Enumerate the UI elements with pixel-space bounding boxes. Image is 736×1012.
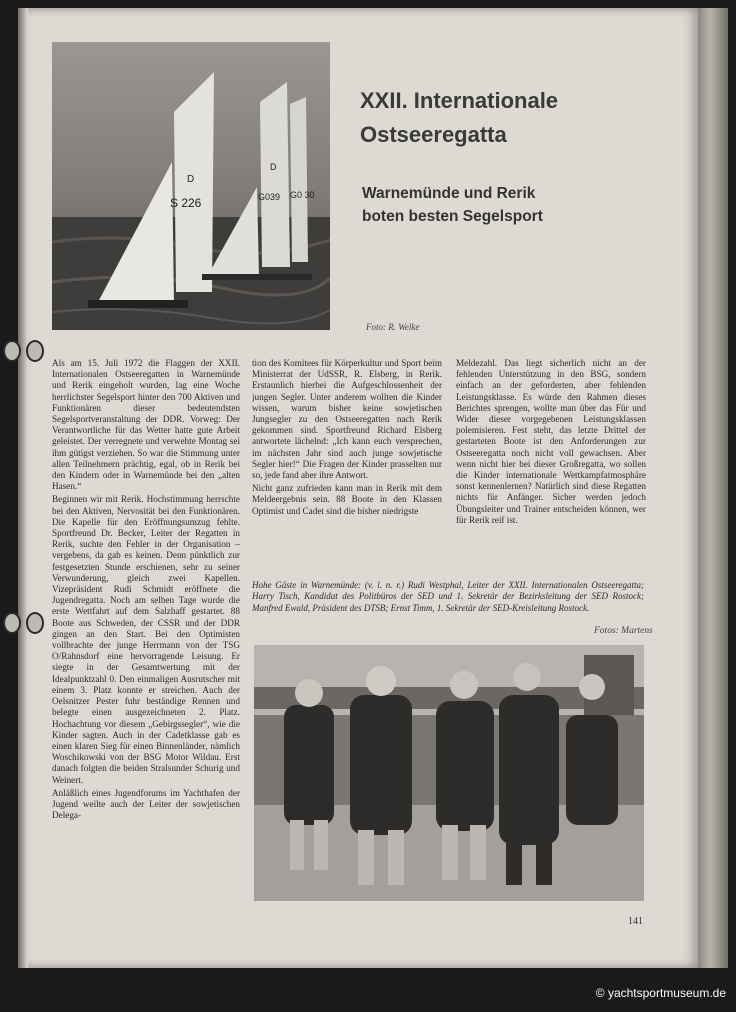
caption-text: Hohe Gäste in Warnemünde: (v. l. n. r.) Rudi Westphal, Leiter der XXII. Internationalen Ostseeregatta; Harry Tisch, Kandidat des Politbüros der SED und 1. Sekretär der Bezirksleitung der SED Rostock; Manfred Ewald, Präsident des DTSB; Ernst Timm, 1. Sekretär der SED-Kreisleitung Rostock. [252,580,644,613]
watermark: © yachtsportmuseum.de [595,986,726,1000]
paragraph: Als am 15. Juli 1972 die Flaggen der XXII. Internationalen Ostseeregatten in Warnemünde und Rerik eingeholt wurden, lag eine Woche herrlichster Segelsport hinter den 700 Aktiven und Funktionären dieser bedeutendsten Segelsportveranstaltung der DDR. Vorweg: Der Verantwortliche für das Wetter hatte gute Arbeit geleistet. Der verregnete und verwehte Montag sei ihm gütigst verziehen. So war die Stimmung unter allen Teilnehmern prächtig, egal, ob in Rerik bei den Kindern oder in Warnemünde bei den „alten Hasen.“ [52,358,240,492]
binder-hole [26,612,44,634]
photo-credit: Fotos: Martens [594,626,653,636]
group-photo [254,645,644,901]
sail-letter: D [187,174,195,185]
title-line: XXII. Internationale [360,88,559,113]
sail-number: S 226 [170,196,202,210]
subtitle-line: boten besten Segelsport [362,208,543,225]
text-column-3 [456,358,646,574]
text-column-1 [52,358,240,910]
sailing-photo [52,42,330,330]
text-column-2 [252,358,442,574]
page-edge-stack [698,8,728,968]
page-gutter [18,8,28,968]
sail-number: G039 [258,192,281,202]
title-line: Ostseeregatta [360,122,507,147]
paragraph: Anläßlich eines Jugendforums im Yachthafen der Jugend weilte auch der Leiter der sowjetischen Delega- [52,787,240,821]
sail-letter: D [270,162,277,172]
subtitle-line: Warnemünde und Rerik [362,185,536,202]
binder-hole [26,340,44,362]
article-title [360,84,680,152]
photo-caption [252,580,644,614]
paragraph: tion des Komitees für Körperkultur und Sport beim Ministerrat der UdSSR, R. Elsberg, in Rerik. Erstaunlich hierbei die Aufgeschlossenheit der jungen Segler. Unter anderem wollten die Kinder wissen, warum bisher keine sowjetischen Jungsegler zu den Ostseeregatten nach Rerik gekommen sind. Sportfreund Richard Elsberg antwortete lächelnd: „Ich kann euch versprechen, im nächsten Jahr sind auch junge sowjetische Segler hier!“ Die Fragen der Kinder prasselten nur so, jede fand aber ihre Antwort. [252,358,442,481]
binder-hole [3,340,21,362]
paragraph: Meldezahl. Das liegt sicherlich nicht an der fehlenden Unterstützung in den BSG, sondern einfach an der geforderten, aber fehlenden Leistungsklasse. Es würde den Rahmen dieses Berichtes sprengen, wollte man über das Für und Wider dieser vorgegebenen Leistungsklassen polemisieren. Fest steht, das letzte Drittel der gestarteten Boote ist den Anforderungen zur Ostseeregatta noch nicht voll gewachsen. Aber wenn nicht hier bei dieser Großregatta, wo sollen die Kinder internationale Wettkampfatmosphäre sonst kennenlernen? Natürlich sind diese Regatten nichts für Anfänger. Sicher werden jedoch Übungsleiter und Trainer entscheiden können, wer für Rerik reif ist. [456,358,646,525]
page-number: 141 [628,916,643,927]
photo-credit: Foto: R. Welke [366,322,420,332]
paragraph: Nicht ganz zufrieden kann man in Rerik mit dem Meldeergebnis sein. 88 Boote in den Klassen Optimist und Cadet sind die bisher niedrigste [252,483,442,516]
paragraph: Beginnen wir mit Rerik. Hochstimmung herrschte bei den Aktiven, Nervosität bei den Funktionären. Die Kapelle für den Eröffnungsumzug fehlte. Sportfreund Dr. Becker, Leiter der Regatten in Rerik, suchte den Fehler in der Organisation – vergebens, da gab es keinen. Denn pünktlich zur festgesetzten Stunde erschienen, sehr zu seiner Verwunderung, gleich zwei Kapellen. Vizepräsident Rudi Schmidt eröffnete die Jugendregatta. Noch am selben Tage wurde die erste Wettfahrt auf dem Salzhaff gestartet. 88 Boote aus Schweden, der CSSR und der DDR gingen an den Start. Bei den Optimisten vollbrachte der junge Herrmann von der TSG O/Rahnsdorf eine hervorragende Leisung. Er siegte in der Gesamtwertung mit der Idealpunktzahl 0. Den einmaligen Ausrutscher mit einem 3. Platz konnte er streichen. Auch der Oelsnitzer Pester fuhr beständige Rennen und belegte einen ausgezeichneten 2. Platz. Hochachtung vor diesem „Gebirgssegler“, wie die Kinder sagten. Auch in der Cadetklasse gab es einen klaren Sieg für einen Binnenländer, nämlich Woschikowski von der BSG Motor Wildau. Erst danach folgten die beiden Stralsunder Schurig und Weinert. [52,494,240,785]
sail-number: G0 30 [290,190,315,200]
binder-hole [3,612,21,634]
article-subtitle [362,182,682,228]
